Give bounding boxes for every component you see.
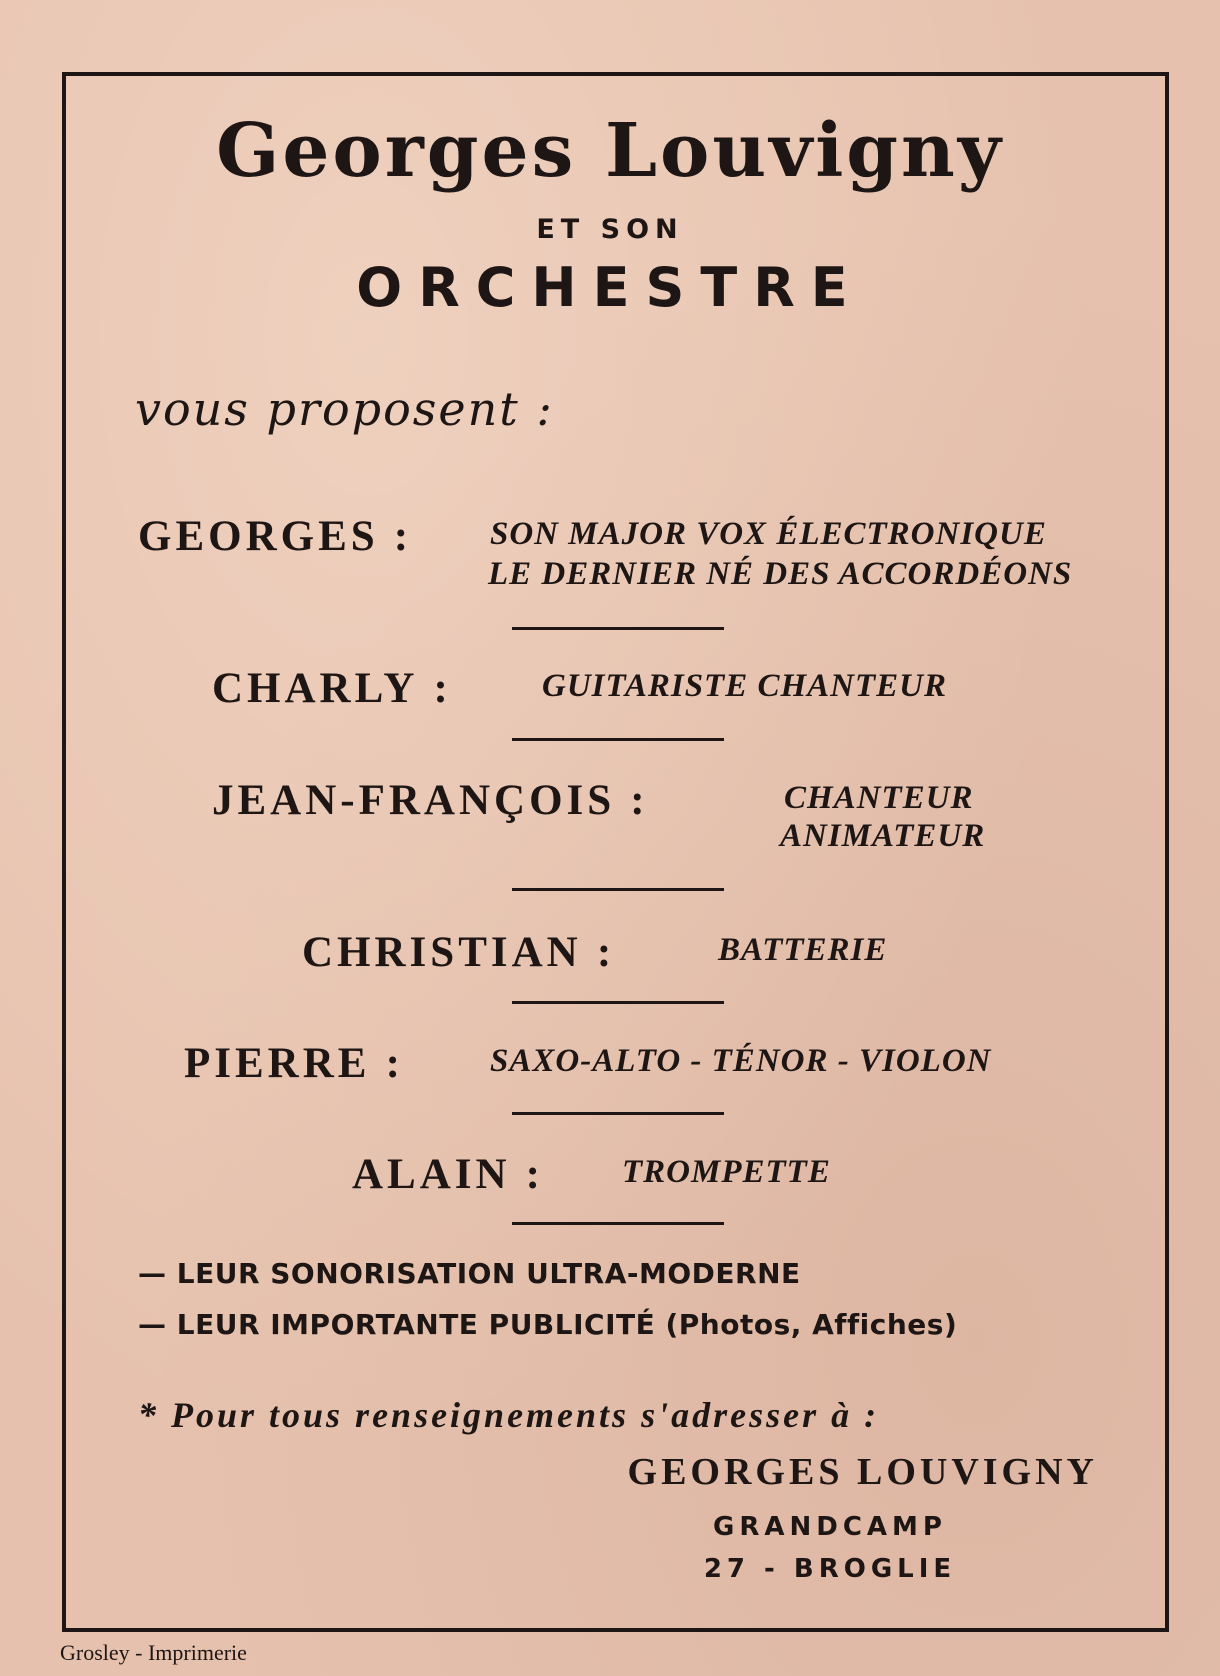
member-name: ALAIN xyxy=(352,1151,511,1198)
member-name: CHARLY xyxy=(212,665,419,712)
member-separator: : xyxy=(630,777,649,824)
divider xyxy=(512,627,724,630)
divider xyxy=(512,1112,724,1115)
subtitle-et-son: ET SON xyxy=(536,214,684,245)
member-role: SON MAJOR VOX ÉLECTRONIQUE xyxy=(490,516,1047,552)
contact-name: GEORGES LOUVIGNY xyxy=(627,1451,1098,1493)
contact-city: 27 - BROGLIE xyxy=(703,1554,957,1584)
orchestra-heading: ORCHESTRE xyxy=(356,256,864,319)
member-separator: : xyxy=(525,1151,544,1198)
member-row xyxy=(138,512,412,561)
member-row xyxy=(352,1150,544,1199)
member-name: PIERRE xyxy=(184,1040,371,1087)
member-row xyxy=(184,1039,404,1088)
member-name: GEORGES xyxy=(138,513,379,560)
member-row xyxy=(302,928,615,977)
member-separator: : xyxy=(433,665,452,712)
member-separator: : xyxy=(393,513,413,560)
member-name: CHRISTIAN xyxy=(302,929,582,976)
member-role: ANIMATEUR xyxy=(780,818,986,854)
tagline: vous proposent : xyxy=(135,382,554,436)
divider xyxy=(512,1222,724,1225)
contact-place: GRANDCAMP xyxy=(713,1512,947,1542)
contact-intro: * Pour tous renseignements s'adresser à : xyxy=(138,1395,880,1435)
member-name: JEAN-FRANÇOIS xyxy=(212,777,616,824)
member-separator: : xyxy=(385,1040,404,1087)
feature-line: — LEUR IMPORTANTE PUBLICITÉ (Photos, Affiches) xyxy=(138,1308,958,1341)
divider xyxy=(512,1001,724,1004)
member-role: CHANTEUR xyxy=(784,780,974,816)
member-separator: : xyxy=(596,929,616,976)
printer-credit: Grosley - Imprimerie xyxy=(60,1640,247,1665)
member-role: BATTERIE xyxy=(718,932,888,968)
divider xyxy=(512,888,724,891)
member-row xyxy=(212,776,649,825)
member-role: GUITARISTE CHANTEUR xyxy=(542,668,948,704)
divider xyxy=(512,738,724,741)
member-row xyxy=(212,664,452,713)
member-role: TROMPETTE xyxy=(622,1154,831,1190)
member-role: SAXO-ALTO - TÉNOR - VIOLON xyxy=(490,1043,992,1079)
member-role: LE DERNIER NÉ DES ACCORDÉONS xyxy=(488,556,1073,592)
feature-line: — LEUR SONORISATION ULTRA-MODERNE xyxy=(138,1257,801,1290)
band-title: Georges Louvigny xyxy=(216,108,1004,194)
